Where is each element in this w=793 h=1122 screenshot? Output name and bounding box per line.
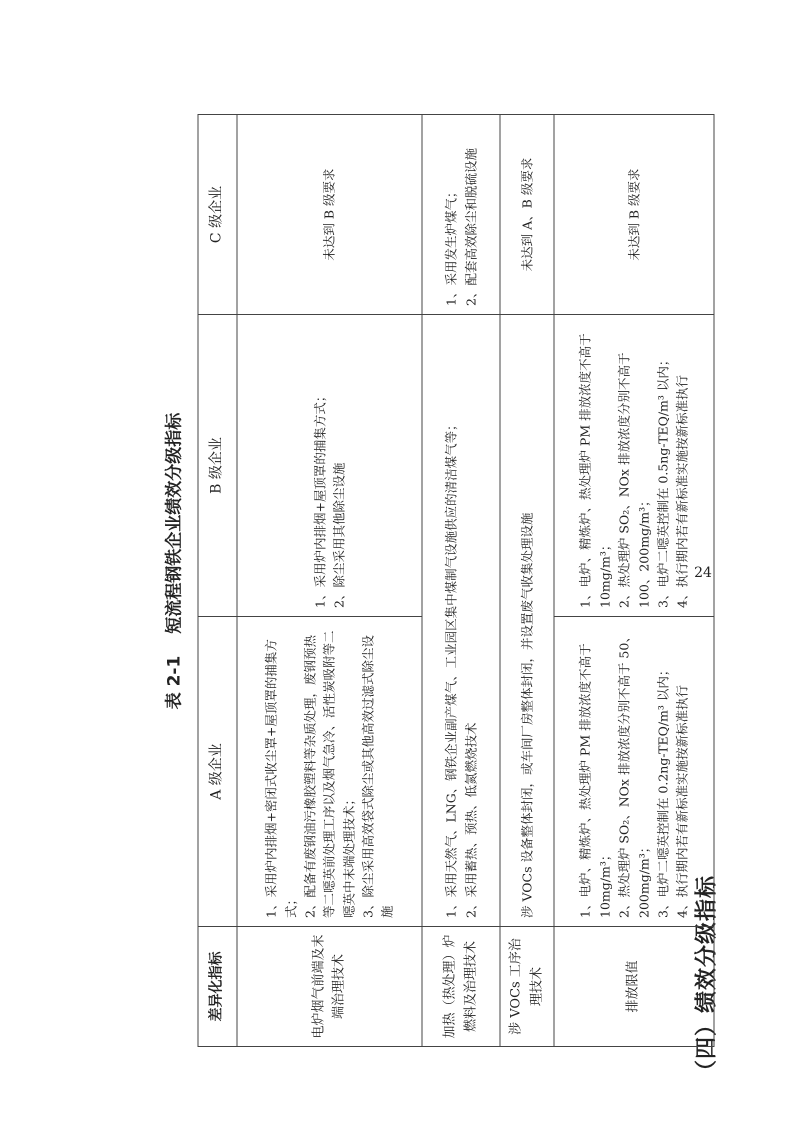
grade-b-cell bbox=[237, 315, 422, 617]
grade-c-cell: 未达到 A、B 级要求 bbox=[500, 115, 554, 315]
list-item: 4、执行期内若有新标准实施按新标准执行 bbox=[674, 375, 690, 608]
table-header-row bbox=[198, 115, 237, 1047]
grade-c-cell: 未达到 B 级要求 bbox=[237, 115, 422, 315]
list-item: 1、采用炉内排烟+屋顶罩的捕集方式； bbox=[312, 389, 328, 608]
row-indicator: 电炉烟气前端及末端治理技术 bbox=[237, 927, 422, 1047]
list-item: 2、配备有废钢油污橡胶塑料等杂质处理，废钢预热等二噁英前处理工序以及烟气急冷、活性炭吸附等二噁英中末端处理技术； bbox=[302, 630, 357, 918]
table-number: 表 2-1 bbox=[164, 655, 185, 710]
list-item: 1、采用发生炉煤气； bbox=[443, 185, 459, 306]
list-item: 1、采用炉内排烟+密闭式收尘罩+屋顶罩的捕集方式； bbox=[263, 639, 299, 918]
table-row bbox=[422, 115, 500, 1047]
grade-a-cell bbox=[554, 617, 714, 927]
row-indicator: 加热（热处理）炉燃料及治理技术 bbox=[422, 927, 500, 1047]
list-item: 3、电炉二噁英控制在 0.5ng-TEQ/m³ 以内； bbox=[655, 353, 671, 608]
list-item: 3、除尘采用高效袋式除尘或其他高效过滤式除尘设施 bbox=[360, 635, 395, 918]
list-item: 4、执行期内若有新标准实施按新标准执行 bbox=[674, 685, 690, 918]
grade-c-cell bbox=[422, 115, 500, 315]
grade-c-cell: 未达到 B 级要求 bbox=[554, 115, 714, 315]
grade-ab-cell: 涉 VOCs 设备整体封闭，或车间厂房整体封闭，并设置废气收集处理设施 bbox=[500, 315, 554, 927]
grade-a-cell bbox=[237, 617, 422, 927]
list-item: 2、热处理炉 SO₂、NOx 排放浓度分别不高于 100、200mg/m³； bbox=[616, 352, 651, 608]
grade-ab-cell bbox=[422, 315, 500, 927]
table-title: 短流程钢铁企业绩效分级指标 bbox=[164, 412, 185, 634]
list-item: 1、采用天然气、LNG、钢铁企业副产煤气、工业园区集中煤制气设施供应的清洁煤气等； bbox=[443, 418, 459, 918]
section-title: （四）绩效分级指标 bbox=[694, 874, 720, 1082]
row-indicator: 排放限值 bbox=[554, 927, 714, 1047]
header-grade-c: C 级企业 bbox=[198, 115, 237, 315]
list-item: 2、配套高效除尘和脱硫设施 bbox=[463, 148, 478, 306]
list-item: 1、电炉、精炼炉、热处理炉 PM 排放浓度不高于 10mg/m³； bbox=[577, 643, 613, 918]
header-grade-b: B 级企业 bbox=[198, 315, 237, 617]
page-number: 24 bbox=[694, 565, 712, 581]
table-caption bbox=[160, 0, 185, 1122]
table-row bbox=[500, 115, 554, 1047]
list-item: 2、热处理炉 SO₂、NOx 排放浓度分别不高于 50、200mg/m³； bbox=[616, 630, 651, 918]
list-item: 2、除尘采用其他除尘设施 bbox=[331, 462, 347, 608]
row-indicator: 涉 VOCs 工序治理技术 bbox=[500, 927, 554, 1047]
performance-grading-table bbox=[198, 114, 715, 1047]
header-indicator: 差异化指标 bbox=[198, 927, 237, 1047]
list-item: 2、采用蓄热、预热、低氮燃烧技术 bbox=[463, 722, 478, 918]
header-grade-a: A 级企业 bbox=[198, 617, 237, 927]
list-item: 3、电炉二噁英控制在 0.2ng-TEQ/m³ 以内； bbox=[655, 663, 671, 918]
table-row bbox=[237, 115, 422, 1047]
list-item: 1、电炉、精炼炉、热处理炉 PM 排放浓度不高于 10mg/m³； bbox=[577, 333, 613, 608]
